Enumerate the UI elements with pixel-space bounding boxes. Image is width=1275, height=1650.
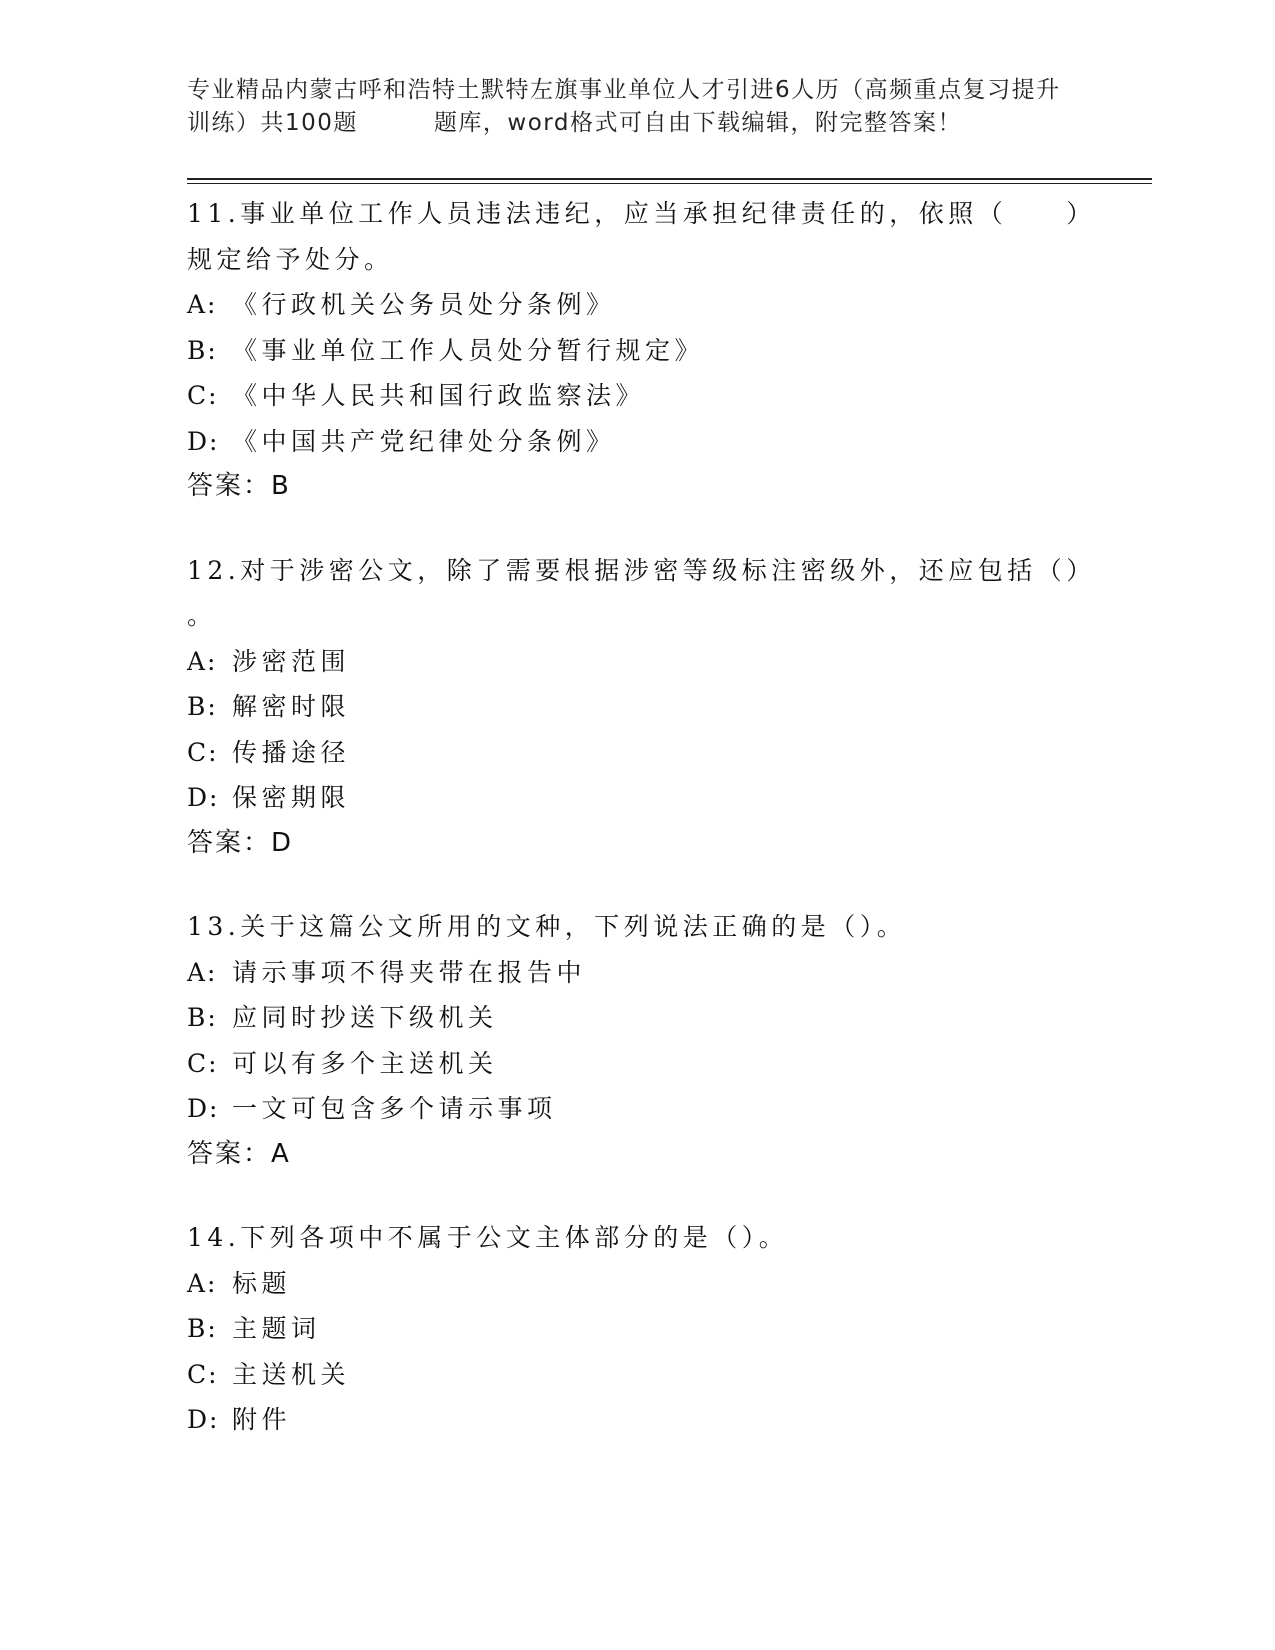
option-text: 《行政机关公务员处分条例》 [232, 290, 616, 319]
option-label: A: [187, 1268, 218, 1298]
question-stem-continued: 。 [187, 601, 217, 630]
option-a [187, 950, 1087, 996]
option-text: 主题词 [232, 1314, 321, 1343]
option-label: C: [187, 1359, 219, 1389]
option-text: 应同时抄送下级机关 [232, 1003, 498, 1032]
option-label: D: [187, 1405, 220, 1434]
option-label: B: [187, 1003, 218, 1032]
option-b [187, 684, 1087, 730]
option-label: C: [187, 737, 219, 767]
option-c [187, 730, 1087, 776]
option-a [187, 639, 1087, 685]
question-stem: 11.事业单位工作人员违法违纪，应当承担纪律责任的，依照（ ） [187, 199, 1096, 228]
option-text: 一文可包含多个请示事项 [232, 1094, 557, 1123]
option-d [187, 419, 1087, 465]
option-text: 涉密范围 [232, 646, 351, 676]
option-label: D: [187, 1094, 220, 1123]
option-a [187, 1261, 1087, 1307]
header-line-1: 专业精品内蒙古呼和浩特土默特左旗事业单位人才引进6人历（高频重点复习提升 [187, 77, 1061, 103]
answer: 答案：B [187, 471, 291, 501]
answer: 答案：D [187, 827, 294, 858]
question-list [187, 191, 1096, 1481]
option-text: 主送机关 [232, 1359, 351, 1389]
question-item [187, 1215, 1087, 1443]
option-b [187, 995, 1087, 1041]
option-label: B: [187, 1314, 218, 1343]
option-b [187, 1306, 1087, 1352]
option-d [187, 775, 1087, 821]
question-item [187, 548, 1096, 867]
option-text: 《中华人民共和国行政监察法》 [232, 381, 646, 410]
option-a [187, 282, 1087, 328]
question-stem-continued: 规定给予处分。 [187, 244, 394, 274]
header-line-2-part-2: 题库，word格式可自由下载编辑，附完整答案！ [433, 110, 962, 136]
option-text: 保密期限 [232, 783, 351, 812]
header-divider-thick [187, 178, 1152, 180]
option-text: 《事业单位工作人员处分暂行规定》 [232, 335, 705, 365]
option-label: A: [187, 957, 218, 987]
option-d [187, 1086, 1087, 1132]
option-label: A: [187, 290, 218, 319]
document-header [187, 74, 1087, 140]
option-text: 可以有多个主送机关 [232, 1048, 498, 1078]
option-label: D: [187, 426, 220, 456]
option-text: 《中国共产党纪律处分条例》 [232, 426, 616, 456]
option-label: A: [187, 646, 218, 676]
header-line-2-part-1: 训练）共100题 [187, 110, 358, 136]
option-label: C: [187, 1048, 219, 1078]
question-stem: 13.关于这篇公文所用的文种，下列说法正确的是（）。 [187, 912, 907, 941]
option-b [187, 328, 1087, 374]
question-item [187, 191, 1096, 510]
option-label: C: [187, 381, 219, 410]
option-text: 标题 [232, 1268, 292, 1298]
option-d [187, 1397, 1087, 1443]
question-stem: 12.对于涉密公文，除了需要根据涉密等级标注密级外，还应包括（） [187, 555, 1096, 585]
question-item [187, 904, 1087, 1177]
option-text: 附件 [232, 1405, 292, 1434]
option-text: 请示事项不得夹带在报告中 [232, 957, 587, 987]
answer: 答案：A [187, 1138, 291, 1169]
option-label: B: [187, 692, 218, 721]
header-line-2 [187, 107, 1087, 140]
option-c [187, 1041, 1087, 1087]
option-text: 传播途径 [232, 737, 351, 767]
option-c [187, 373, 1087, 419]
option-text: 解密时限 [232, 692, 351, 721]
question-stem: 14.下列各项中不属于公文主体部分的是（）。 [187, 1223, 789, 1252]
option-label: D: [187, 783, 220, 812]
option-label: B: [187, 335, 218, 365]
header-divider-thin [187, 183, 1152, 184]
option-c [187, 1352, 1087, 1398]
